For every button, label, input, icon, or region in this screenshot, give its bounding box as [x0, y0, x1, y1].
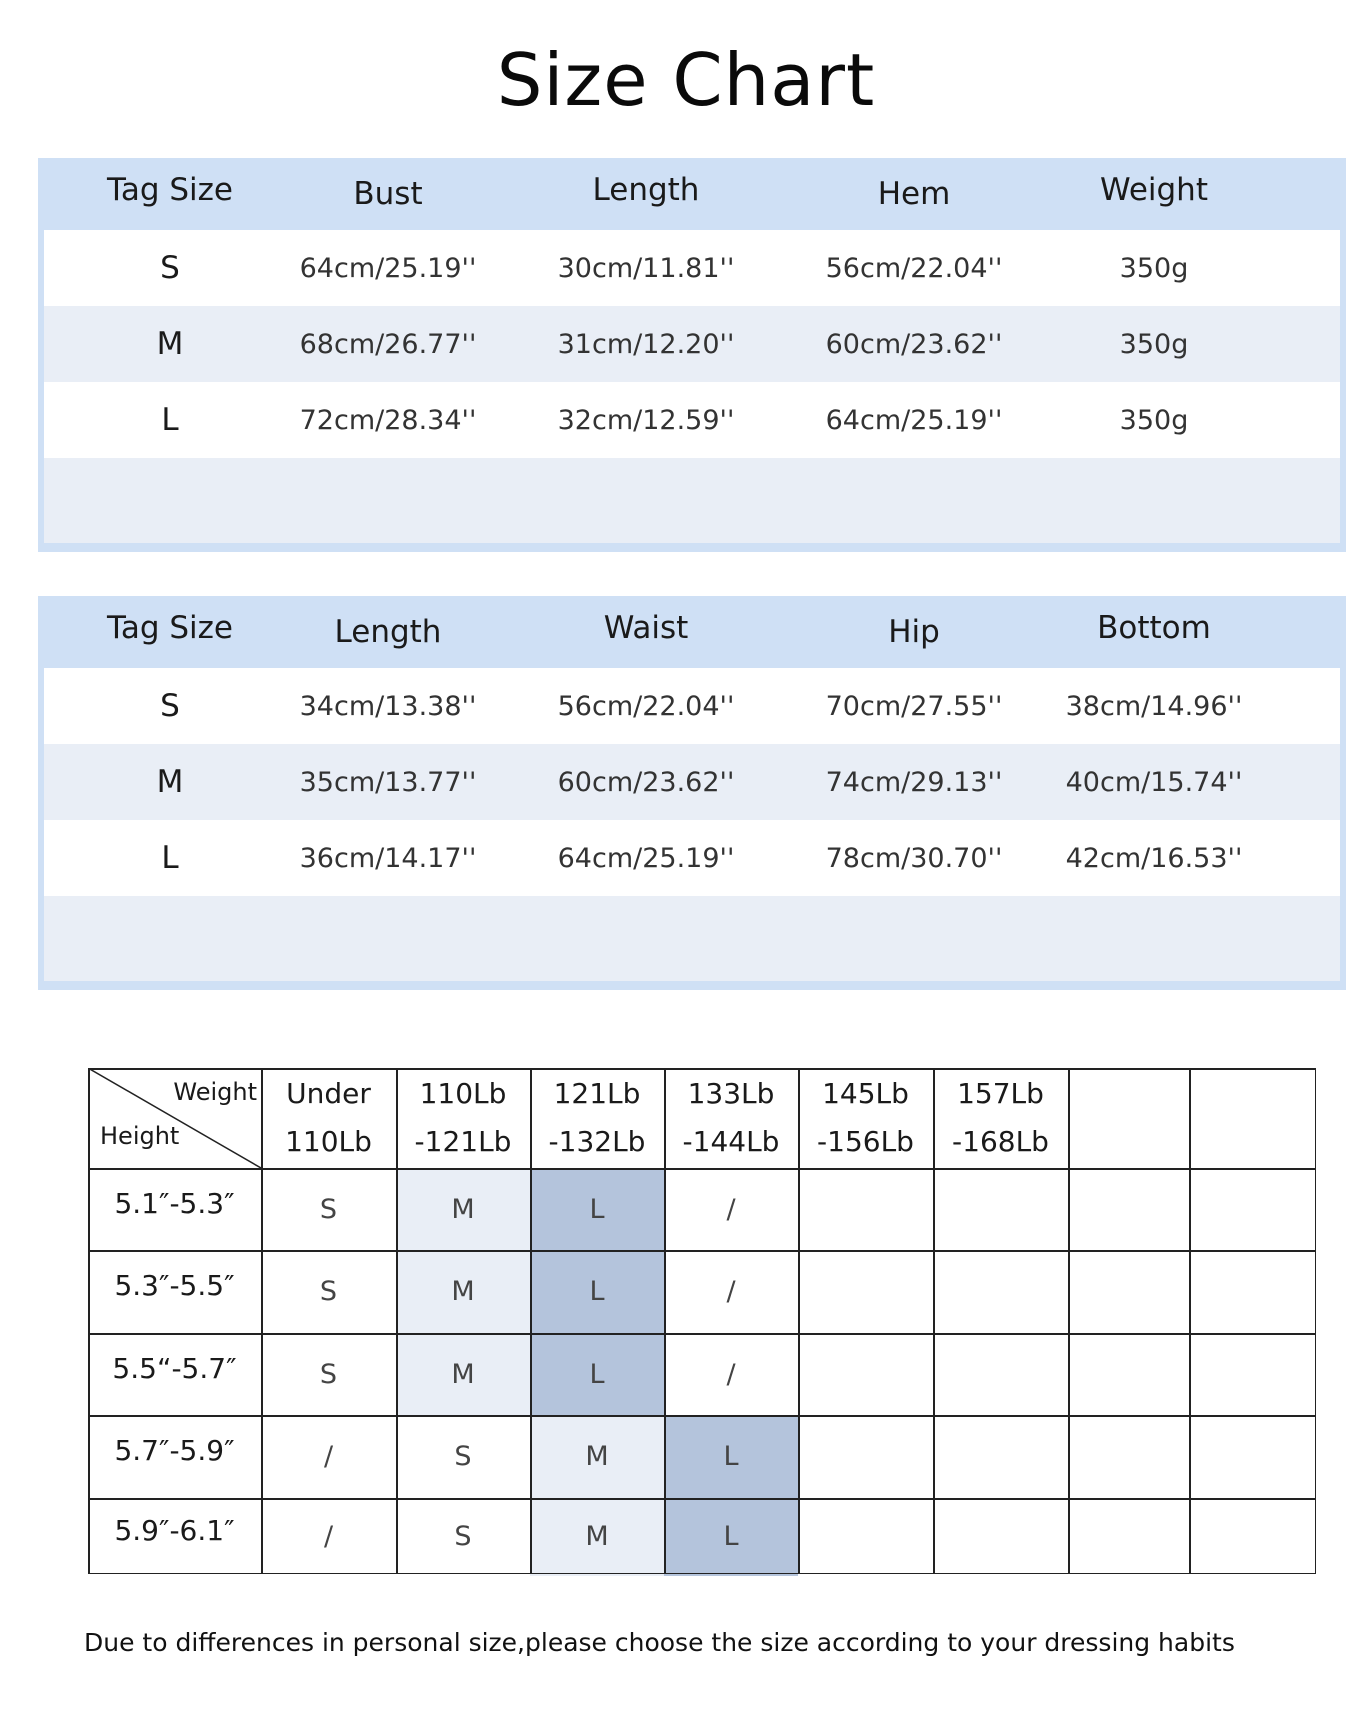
- size-cell: [1068, 1415, 1189, 1498]
- weight-header-line: 133Lb: [687, 1077, 775, 1110]
- size-cell: [1068, 1333, 1189, 1415]
- size-cell: [1068, 1168, 1189, 1250]
- size-cell: L: [589, 1193, 605, 1225]
- tag-size-cell: M: [156, 764, 184, 800]
- size-cell: L: [589, 1358, 605, 1390]
- column-header: Length: [334, 614, 442, 650]
- height-range-label: 5.5“-5.7″: [112, 1351, 237, 1385]
- table-cell: 40cm/15.74'': [1065, 766, 1243, 798]
- size-cell: [798, 1498, 933, 1574]
- height-range-label: 5.3″-5.5″: [114, 1269, 235, 1302]
- size-cell: [798, 1168, 933, 1250]
- table-cell: 350g: [1119, 252, 1189, 284]
- weight-header-line: Under: [286, 1077, 371, 1110]
- table-cell: 35cm/13.77'': [299, 766, 477, 798]
- table-cell: 56cm/22.04'': [557, 690, 735, 722]
- tag-size-cell: L: [161, 402, 179, 438]
- size-cell: /: [323, 1441, 334, 1472]
- size-cell: [1189, 1415, 1316, 1498]
- table-header: [38, 158, 1346, 230]
- column-header: Weight: [1099, 172, 1208, 208]
- corner-height-label: Height: [100, 1122, 180, 1150]
- table-cell: 350g: [1119, 404, 1189, 436]
- table-cell: 36cm/14.17'': [299, 842, 477, 874]
- weight-header-line: -132Lb: [548, 1125, 646, 1158]
- size-cell: [933, 1498, 1068, 1574]
- table-row: [44, 230, 1340, 306]
- table-cell: 38cm/14.96'': [1065, 690, 1243, 722]
- size-note: Due to differences in personal size,please choose the size according to your dressing habits: [84, 1628, 1235, 1657]
- table-row: [44, 744, 1340, 820]
- table-cell: 350g: [1119, 328, 1189, 360]
- table-row: [44, 896, 1340, 981]
- column-header: Bottom: [1097, 610, 1211, 646]
- weight-header-line: -156Lb: [817, 1125, 914, 1158]
- size-cell: [1189, 1333, 1316, 1415]
- weight-header: [1189, 1068, 1316, 1168]
- size-cell: M: [451, 1358, 475, 1390]
- size-cell: /: [726, 1358, 736, 1390]
- bottom-measurement-table: [38, 596, 1346, 990]
- table-cell: 64cm/25.19'': [299, 252, 477, 284]
- table-cell: 60cm/23.62'': [557, 766, 735, 798]
- weight-header-line: -144Lb: [682, 1125, 780, 1158]
- table-cell: 70cm/27.55'': [825, 690, 1003, 722]
- tag-size-cell: S: [160, 250, 180, 286]
- weight-header: [933, 1068, 1068, 1168]
- weight-header: [664, 1068, 798, 1168]
- size-cell: [933, 1333, 1068, 1415]
- size-cell: S: [454, 1520, 472, 1552]
- grid-hline: [88, 1250, 1316, 1252]
- table-row: [44, 458, 1340, 543]
- size-cell: [1189, 1168, 1316, 1250]
- table-cell: 74cm/29.13'': [825, 766, 1003, 798]
- size-cell: [798, 1250, 933, 1333]
- weight-header-line: 110Lb: [419, 1077, 507, 1110]
- size-cell: /: [726, 1276, 736, 1307]
- size-cell: M: [451, 1276, 475, 1307]
- size-cell: S: [454, 1441, 472, 1472]
- table-cell: 42cm/16.53'': [1065, 842, 1243, 874]
- table-cell: 64cm/25.19'': [825, 404, 1003, 436]
- size-cell: [1189, 1498, 1316, 1574]
- table-cell: 72cm/28.34'': [299, 404, 477, 436]
- table-cell: 78cm/30.70'': [825, 842, 1003, 874]
- table-row: [44, 382, 1340, 458]
- column-header: Hem: [877, 176, 951, 212]
- size-cell: S: [319, 1193, 338, 1225]
- grid-hline: [88, 1168, 1316, 1170]
- height-range-label: 5.7″-5.9″: [114, 1434, 235, 1467]
- weight-header-line: -168Lb: [952, 1125, 1049, 1158]
- size-cell: M: [585, 1520, 609, 1552]
- size-cell: L: [723, 1520, 739, 1552]
- size-recommendation-table: [88, 1068, 1316, 1574]
- grid-hline: [88, 1573, 1316, 1575]
- size-cell: L: [723, 1441, 739, 1472]
- tag-size-cell: S: [160, 688, 180, 724]
- size-cell: [798, 1333, 933, 1415]
- top-measurement-table: [38, 158, 1346, 552]
- size-cell: [1068, 1498, 1189, 1574]
- weight-header: [396, 1068, 530, 1168]
- table-cell: 64cm/25.19'': [557, 842, 735, 874]
- table-body: [44, 668, 1340, 981]
- table-cell: 68cm/26.77'': [299, 328, 477, 360]
- grid-hline: [88, 1333, 1316, 1335]
- table-row: [44, 668, 1340, 744]
- size-cell: /: [726, 1193, 736, 1225]
- size-cell: S: [319, 1358, 338, 1390]
- table-cell: 32cm/12.59'': [557, 404, 735, 436]
- size-cell: [933, 1168, 1068, 1250]
- weight-header: [261, 1068, 396, 1168]
- size-cell: [933, 1250, 1068, 1333]
- table-row: [44, 306, 1340, 382]
- height-range-label: 5.9″-6.1″: [114, 1513, 235, 1547]
- weight-header-line: 110Lb: [285, 1125, 372, 1158]
- table-cell: 31cm/12.20'': [557, 328, 735, 360]
- tag-size-cell: M: [156, 326, 184, 362]
- column-header: Waist: [603, 610, 689, 646]
- size-cell: [1068, 1250, 1189, 1333]
- size-cell: [933, 1415, 1068, 1498]
- column-header: Hip: [888, 614, 940, 650]
- grid-hline: [88, 1415, 1316, 1417]
- table-cell: 60cm/23.62'': [825, 328, 1003, 360]
- corner-weight-label: Weight: [173, 1078, 257, 1106]
- size-cell: /: [323, 1520, 334, 1552]
- weight-header: [1068, 1068, 1189, 1168]
- size-cell: [1189, 1250, 1316, 1333]
- weight-header-line: 157Lb: [957, 1077, 1044, 1110]
- size-cell: M: [451, 1193, 475, 1225]
- grid-hline: [88, 1068, 1316, 1070]
- table-cell: 30cm/11.81'': [557, 252, 735, 284]
- table-body: [44, 230, 1340, 543]
- weight-header: [530, 1068, 664, 1168]
- size-cell: M: [585, 1441, 609, 1472]
- column-header: Length: [592, 172, 700, 208]
- size-cell: S: [319, 1276, 338, 1307]
- weight-header-line: -121Lb: [414, 1125, 512, 1158]
- grid-hline: [88, 1498, 1316, 1500]
- page-title: Size Chart: [496, 38, 876, 122]
- height-range-label: 5.1″-5.3″: [114, 1186, 235, 1220]
- table-header: [38, 596, 1346, 668]
- size-cell: L: [589, 1276, 605, 1307]
- weight-header: [798, 1068, 933, 1168]
- table-row: [44, 820, 1340, 896]
- weight-header-line: 121Lb: [553, 1077, 641, 1110]
- column-header: Tag Size: [107, 610, 233, 646]
- table-cell: 56cm/22.04'': [825, 252, 1003, 284]
- table-cell: 34cm/13.38'': [299, 690, 477, 722]
- size-cell: [798, 1415, 933, 1498]
- weight-header-line: 145Lb: [822, 1077, 909, 1110]
- column-header: Bust: [353, 176, 423, 212]
- column-header: Tag Size: [107, 172, 233, 208]
- tag-size-cell: L: [161, 840, 179, 876]
